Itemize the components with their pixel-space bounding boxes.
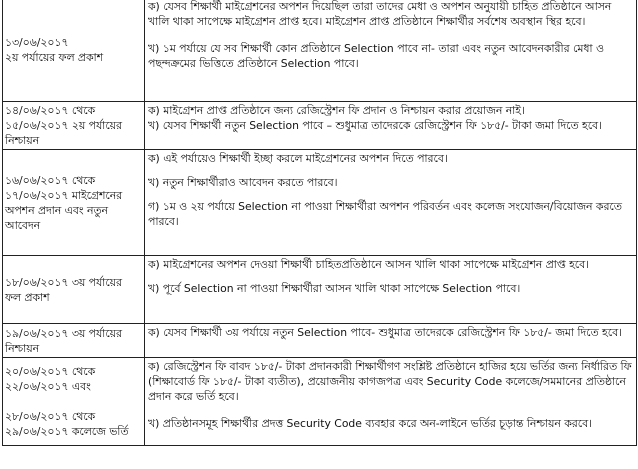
detail-item: খ) নতুন শিক্ষার্থীরাও আবেদন করতে পারবে। (148, 176, 338, 189)
table-row (3, 102, 637, 150)
date-line: অপশন প্রদান এবং নতুন (5, 203, 108, 217)
date-line: ২য় পর্যায়ের ফল প্রকাশ (5, 50, 104, 64)
detail-item: খ) প্রতিষ্ঠানসমূহ শিক্ষার্থীর প্রদত্ত Security Code ব্যবহার করে অন-লাইনে ভর্তির চূড়ান্ত নিশ্চায়ন করবে। (148, 417, 592, 430)
date-line: ১৩/০৬/২০১৭ (5, 35, 69, 49)
detail-item: ক) এই পর্যায়েও শিক্ষার্থী ইচ্ছা করলে মাইগ্রেশনের অপশন দিতে পারবে। (148, 152, 448, 165)
detail-item: খ) ১ম পর্যায়ে যে সব শিক্ষার্থী কোন প্রতিষ্ঠানে Selection পাবে না- তারা এবং নতুন আবেদনকারীর মেধা ও পছন্দক্রমের ভিত্তিতে প্রতিষ্ঠানে Selection পাবে। (148, 42, 604, 70)
detail-item: গ) ১ম ও ২য় পর্যায়ে Selection না পাওয়া শিক্ষার্থীরা অপশন পরিবর্তন এবং কলেজ সংযোজন/বিয়োজন করতে পারবে। (148, 200, 622, 228)
detail-item: খ) যেসব শিক্ষার্থী নতুন Selection পাবে – শুধুমাত্র তাদেরকে রেজিস্ট্রেশন ফি ১৮৫/- টাকা জমা দিতে হবে। (148, 119, 602, 132)
date-line: ২২/০৬/২০১৭ এবং (5, 380, 91, 393)
schedule-table (2, 0, 637, 446)
date-line: নিশ্চায়ন (5, 341, 40, 355)
table-row (3, 324, 637, 358)
date-line: নিশ্চায়ন (5, 134, 40, 147)
detail-cell (145, 150, 637, 256)
date-line: ১৫/০৬/২০১৭ ২য় পর্যায়ের (5, 119, 122, 132)
date-line: ১৭/০৬/২০১৭ মাইগ্রেশনের (5, 188, 123, 202)
detail-item: ক) যেসব শিক্ষার্থী মাইগ্রেশনের অপশন দিয়েছিল তারা তাদের মেধা ও অপশন অনুযায়ী চাহিত প্রতিষ্ঠানে আসন খালি থাকা সাপেক্ষে মাইগ্রেশন প্রাপ্ত হবে। মাইগ্রেশন প্রাপ্ত প্রতিষ্ঠানে শিক্ষার্থীর সর্বশেষ অবস্থান স্থির হবে। (148, 0, 612, 28)
date-line: ১৯/০৬/২০১৭ ৩য় পর্যায়ের (5, 326, 122, 340)
date-cell (3, 102, 145, 150)
detail-cell (145, 102, 637, 150)
table-row (3, 256, 637, 324)
date-cell (3, 256, 145, 324)
date-cell (3, 324, 145, 358)
detail-item: ক) রেজিস্ট্রেশন ফি বাবদ ১৮৫/- টাকা প্রদানকারী শিক্ষার্থীগণ সংশ্লিষ্ট প্রতিষ্ঠানে হাজির হয়ে ভর্তির জন্য নির্ধারিত ফি (শিক্ষাবোর্ড ফি ১৮৫/- টাকা ব্যতীত), প্রয়োজনীয় কাগজপত্র এবং Security Code কলেজে/সমমানের প্রতিষ্ঠানে প্রদান করে ভর্তি হবে। (148, 360, 632, 403)
date-line: ২৯/০৬/২০১৭ কলেজে ভর্তি (5, 425, 129, 438)
table-row (3, 150, 637, 256)
detail-cell (145, 0, 637, 102)
detail-cell (145, 256, 637, 324)
detail-cell (145, 358, 637, 446)
date-line: ২৮/০৬/২০১৭ থেকে (5, 410, 96, 423)
detail-item: ক) যেসব শিক্ষার্থী ৩য় পর্যায়ে নতুন Selection পাবে- শুধুমাত্র তাদেরকে রেজিস্ট্রেশন ফি ১৮৫/- জমা দিতে হবে। (148, 326, 622, 339)
date-line: ১৬/০৬/২০১৭ থেকে (5, 173, 96, 187)
date-line (5, 394, 142, 409)
detail-item: ক) মাইগ্রেশনের অপশন দেওয়া শিক্ষার্থী চাহিতপ্রতিষ্ঠানে আসন খালি থাকা সাপেক্ষে মাইগ্রেশন প্রাপ্ত হবে। (148, 258, 589, 271)
date-cell (3, 358, 145, 446)
detail-cell (145, 324, 637, 358)
date-line: ২০/০৬/২০১৭ থেকে (5, 365, 96, 378)
date-line: ফল প্রকাশ (5, 290, 50, 304)
table-row (3, 358, 637, 446)
detail-item: ক) মাইগ্রেশন প্রাপ্ত প্রতিষ্ঠানে জন্য রেজিস্ট্রেশন ফি প্রদান ও নিশ্চায়ন করার প্রয়োজন নাই। (148, 104, 525, 117)
date-line: ১৮/০৬/২০১৭ ৩য় পর্যায়ের (5, 275, 122, 289)
date-line: ১৪/০৬/২০১৭ থেকে (5, 104, 96, 117)
date-cell (3, 150, 145, 256)
table-row (3, 0, 637, 102)
detail-item: খ) পূর্বে Selection না পাওয়া শিক্ষার্থীরা আসন খালি থাকা সাপেক্ষে Selection পাবে। (148, 282, 521, 295)
date-cell (3, 0, 145, 102)
date-line: আবেদন (5, 218, 41, 232)
